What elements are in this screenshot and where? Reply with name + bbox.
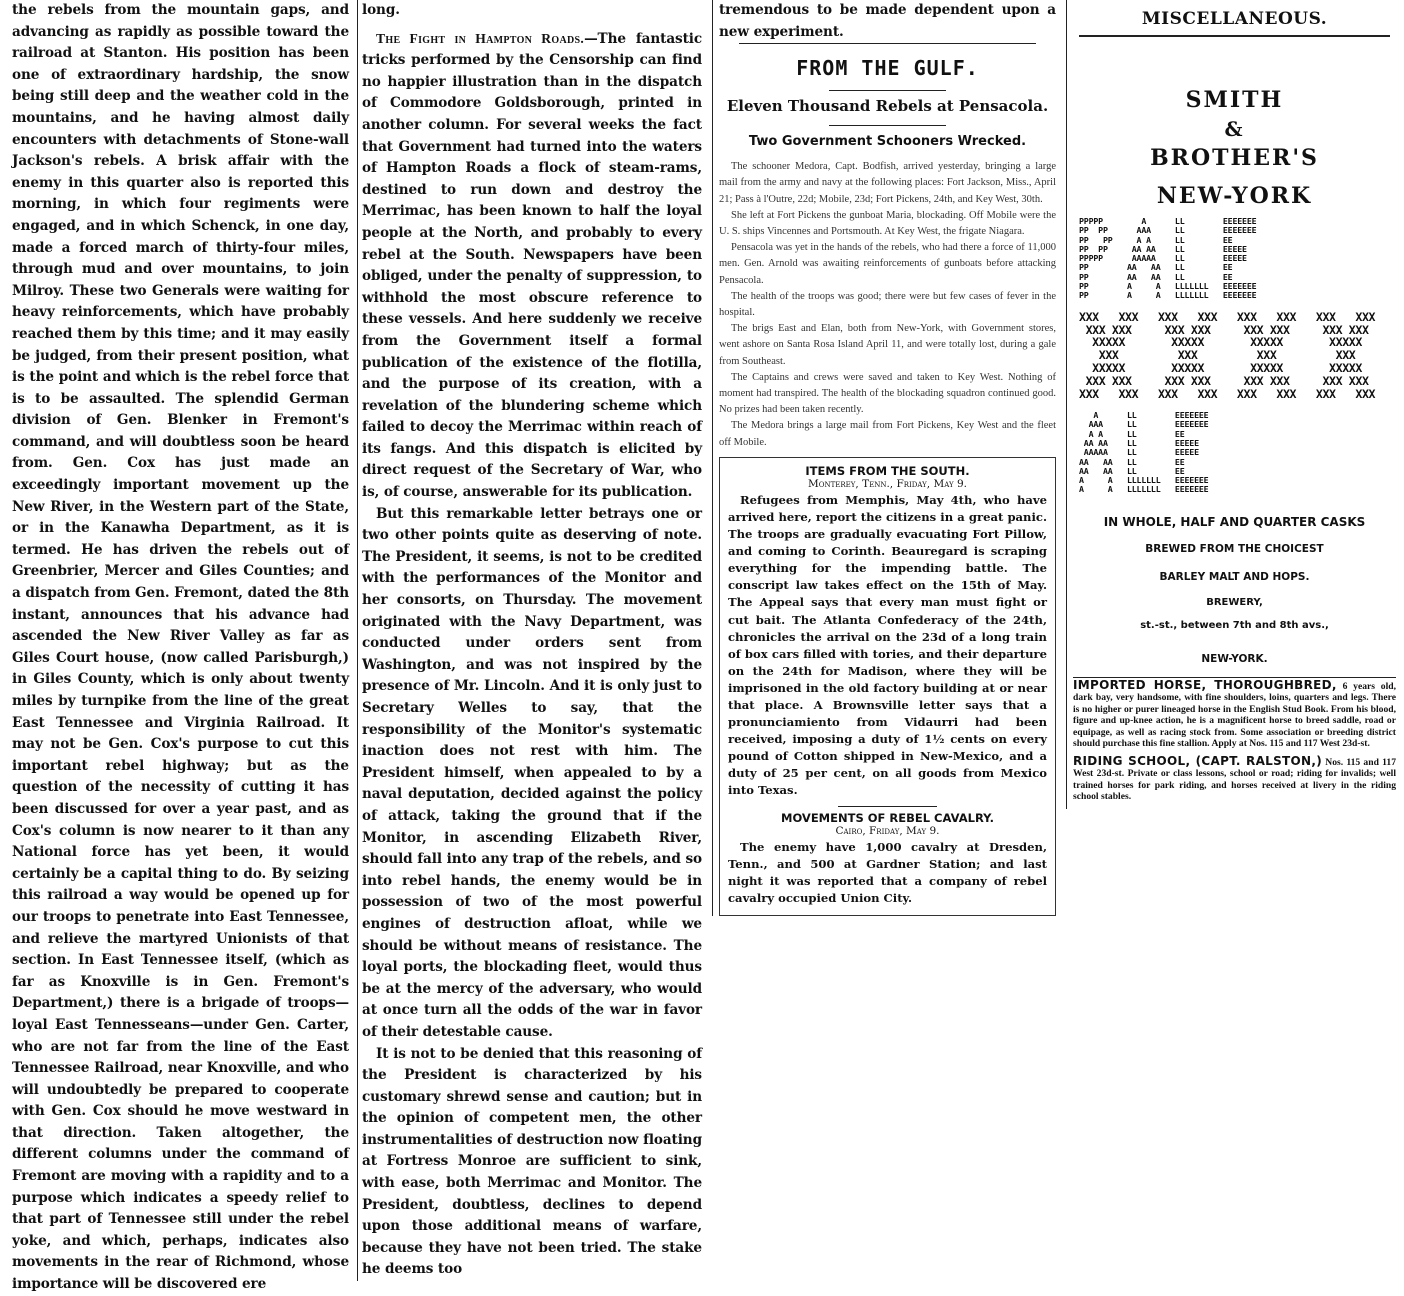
column-4	[1066, 0, 1402, 809]
classified-horse	[1073, 677, 1396, 750]
column-3-continued: tremendous to be made dependent upon a new experiment.	[719, 2, 1056, 40]
gulf-paragraph: Pensacola was yet in the hands of the rebels, who had there a force of 11,000 men. Gen. Arnold was awaiting reinforcements of gunboats before attacking Pensacola.	[719, 242, 1056, 286]
classified-horse-heading: IMPORTED HORSE, THOROUGHBRED,	[1073, 677, 1337, 692]
gulf-paragraph: The Captains and crews were saved and taken to Key West. Nothing of moment had transpired. The health of the blockading squadron continued good. No prizes had been taken recently.	[719, 371, 1056, 416]
cavalry-dateline: Cairo, Friday, May 9.	[835, 824, 940, 837]
divider	[838, 806, 937, 807]
hampton-roads-paragraph-3: It is not to be denied that this reasoning of the President is characterized by his customary shrewd sense and caution; but in the opinion of competent men, the other instrumentalities of destruction now floating at Fortress Monroe are sufficient to sink, with ease, both Merrimac and Monitor. The President, doubtless, declines to depend upon those additional means of warfare, because they have not been tried. The stake he deems too	[362, 1045, 702, 1278]
miscellaneous-heading: MISCELLANEOUS.	[1079, 0, 1390, 37]
hampton-roads-paragraph	[362, 28, 702, 504]
pale-letter-art: PPPPP A LL EEEEEEE PP PP AAA LL EEEEEEE PP PP A A LL EE PP PP AA AA LL EEEEE PPPPP AAAAA LL EEEEE PP AA AA LL EE PP AA AA LL EE PP A A LLLLLLL EEEEEEE PP A A LLLLLLL EEEEEEE	[1079, 216, 1257, 301]
classified-riding-heading: RIDING SCHOOL, (CAPT. RALSTON,)	[1073, 753, 1323, 768]
ad-title-newyork: NEW-YORK	[1156, 183, 1313, 209]
ale-letter-art: A LL EEEEEEE AAA LL EEEEEEE A A LL EE AA AA LL EEEEE AAAAA LL EEEEE AA AA LL EE AA AA LL EE A A LLLLLLL EEEEEEE A A LLLLLLL EEEEEEE	[1079, 410, 1209, 495]
ad-city-line: NEW-YORK.	[1201, 652, 1268, 665]
gulf-headline: FROM THE GULF.	[796, 56, 979, 81]
ad-title-brothers: BROTHER'S	[1150, 145, 1319, 171]
classified-riding	[1073, 753, 1396, 803]
items-dateline: Monterey, Tenn., Friday, May 9.	[808, 477, 967, 490]
column-1-text	[12, 0, 349, 1296]
ad-ampersand: &	[1224, 117, 1245, 141]
gulf-paragraph: The schooner Medora, Capt. Bodfish, arrived yesterday, bringing a large mail from the army and navy at the following places: Fort Jackson, Miss., April 21; Pass à l'Outre, 22d; Mobile, 23d; Fort Pickens, 24th, and Key West, 30th.	[719, 161, 1056, 205]
column-2-text	[362, 0, 702, 1281]
column-3-continued-text	[719, 0, 1056, 43]
ad-brewery-line: BREWERY,	[1206, 596, 1263, 608]
cavalry-paragraph: The enemy have 1,000 cavalry at Dresden, Tenn., and 500 at Gardner Station; and last night it was reported that a company of rebel cavalry occupied Union City.	[728, 839, 1047, 905]
column-2-continued: long.	[362, 2, 400, 18]
gulf-article-text	[719, 159, 1056, 451]
hampton-roads-text: —The fantastic tricks performed by the Censorship can find no happier illustration than in the dispatch of Commodore Goldsborough, printed in another column. For several weeks the fact that Government had turned into the waters of Hampton Roads a flock of steam-rams, destined to run down and destroy the Merrimac, has been known to half the loyal people at the North, and probably to every rebel at the South. Newspapers have been obliged, under the penalty of suppression, to withhold the most obscure reference to these vessels. And here suddenly we receive from the Government itself a formal publication of the existence of the flotilla, and the purpose of its creation, with a revelation of the blundering scheme which failed to decoy the Merrimac within reach of its fangs. And this dispatch is elicited by direct request of the Secretary of War, who is, of course, answerable for its publication.	[362, 30, 703, 501]
cavalry-title: MOVEMENTS OF REBEL CAVALRY.	[781, 810, 994, 825]
ad-title-smith: SMITH	[1185, 87, 1284, 113]
column-1	[4, 0, 351, 1296]
xxxx-letter-art: XXX XXX XXX XXX XXX XXX XXX XXX XXX XXX XXX XXX XXX XXX XXX XXX XXXXX XXXXX XXXXX XXXXX XXX XXX XXX XXX XXXXX XXXXX XXXXX XXXXX XXX XXX XXX XXX XXX XXX XXX XXX XXX XXX XXX XXX XXX XXX XXX XXX	[1079, 309, 1376, 402]
items-from-south-box	[719, 457, 1056, 916]
cavalry-text	[728, 839, 1047, 907]
ad-casks-line: IN WHOLE, HALF AND QUARTER CASKS	[1103, 514, 1366, 529]
gulf-paragraph: The health of the troops was good; there were but few cases of fever in the hospital.	[719, 290, 1056, 319]
items-text	[728, 492, 1047, 800]
hampton-roads-paragraph-2: But this remarkable letter betrays one or two other points quite as deserving of note. The President, it seems, is not to be credited with the performances of the Monitor and her consorts, on Thursday. The movement originated with the Navy Department, was conducted under orders sent from Washington, and was not inspired by the presence of Mr. Lincoln. And it is only just to Secretary Welles to say, that the responsibility of the Monitor's systematic inaction does not rest with him. The President himself, when appealed to by a naval deputation, decided against the policy of attack, taking the ground that if the Monitor, in ascending Elizabeth River, should fall into any trap of the rebels, and so into rebel hands, the enemy would be in possession of two of the most powerful engines of destruction afloat, while we should be without means of resistance. The loyal ports, the blockading fleet, would thus be at the mercy of the adversary, who would at once turn all the odds of the war in favor of their detestable cause.	[362, 505, 702, 1040]
gulf-subheadline-2: Two Government Schooners Wrecked.	[748, 134, 1027, 150]
gulf-paragraph: She left at Fort Pickens the gunboat Maria, blockading. Off Mobile were the U. S. ships Vincennes and Portsmouth. At Key West, the frigate Niagara.	[719, 209, 1056, 237]
items-paragraph: Refugees from Memphis, May 4th, who have arrived here, report the citizens in a great panic. The troops are gradually evacuating Fort Pillow, and coming to Corinth. Beauregard is scraping everything for the impending battle. The conscript law takes effect on the 15th of May. The Appeal says that every man must fight or cut bait. The Atlanta Confederacy of the 24th, chronicles the arrival on the 23d of a long train of box cars filled with tories, and their departure on the 24th for Madison, where they will be imprisoned in the old factory building at or near that place. A Brownsville letter says that a pronunciamiento from Vidaurri had been received, imposing a duty of 1½ cents on every pound of Cotton shipped in New-Mexico, and a duty of 25 per cent, on all goods from Mexico into Texas.	[728, 492, 1047, 798]
hampton-roads-lede: The Fight in Hampton Roads.	[376, 30, 585, 46]
ad-brewed-line: BREWED FROM THE CHOICEST	[1145, 542, 1324, 555]
gulf-paragraph: The brigs East and Elan, both from New-York, with Government stores, went ashore on Santa Rosa Island April 11, and were totally lost, during a gale from Southeast.	[719, 323, 1056, 367]
classified-riding-body: Nos. 115 and 117 West 23d-st. Private or class lessons, school or road; riding for invalids; well trained horses for park riding, and horses received at livery in the riding school stables.	[1073, 756, 1396, 803]
ad-address-line: st.-st., between 7th and 8th avs.,	[1140, 619, 1329, 631]
ad-malt-line: BARLEY MALT AND HOPS.	[1159, 570, 1310, 583]
classified-ads	[1073, 677, 1396, 803]
items-title: ITEMS FROM THE SOUTH.	[805, 463, 970, 478]
gulf-paragraph: The Medora brings a large mail from Fort Pickens, Key West and the fleet off Mobile.	[719, 420, 1056, 448]
column-1-paragraph: the rebels from the mountain gaps, and advancing as rapidly as possible toward the railroad at Stanton. His position has been one of extraordinary hardship, the snow being still deep and the weather cold in the mountains, and he having almost daily encounters with detachments of Stone-wall Jackson's rebels. A brisk affair with the enemy in this quarter also is reported this morning, in which four regiments were engaged, and in which Schenck, in one day, made a forced march of thirty-four miles, through mud and over mountains, to join Milroy. These two Generals were waiting for heavy reinforcements, which have probably reached them by this time; and it may easily be judged, from their present position, what is the point and which is the rebel force that is to be assaulted. The splendid German division of Gen. Blenker in Fremont's command, and will doubtless soon be heard from. Gen. Cox has just made an exceedingly important movement up the New River, in the Western part of the State, or in the Kanawha Department, as it is termed. He has driven the rebels out of Greenbrier, Mercer and Giles Counties; and a dispatch from Gen. Fremont, dated the 8th instant, announces that his advance had ascended the New River Valley as far as Giles Court house, (now called Parisburgh,) in Giles County, which is only about twenty miles by turnpike from the line of the great East Tennessee and Virginia Railroad. It may not be Gen. Cox's purpose to cut this important rebel highway; but as the question of the necessity of cutting it has been discussed for over a year past, and as Cox's column is now nearer to it than any National force has yet been, it would certainly be a capital thing to do. By seizing this railroad a way would be opened up for our troops to penetrate into East Tennessee, and relieve the martyred Unionists of that section. In East Tennessee itself, (which as far as Knoxville is in Gen. Fremont's Department,) there is a brigade of troops—loyal East Tennesseans—under Gen. Carter, who are not far from the line of the East Tennessee Railroad, near Knoxville, and who will undoubtedly be prepared to cooperate with Gen. Cox should he move westward in that direction. Taken altogether, the different columns under the command of Fremont are moving with a rapidity and to a purpose which indicates a speedy relief to that part of Tennessee still under the rebel yoke, and which, perhaps, indicates also movements in the rear of Richmond, whose importance will be discovered ere	[12, 2, 349, 1293]
classified-horse-body: 6 years old, dark bay, very handsome, with fine shoulders, loins, quarters and legs. There is no higher or purer lineaged horse in the English Stud Book. From his blood, figure and up-knee action, he is a magnificent horse to breed saddle, road or equipage, as well as racing stock from. Some association or breeding district should purchase this fine stallion. Apply at Nos. 115 and 117 West 23d-st.	[1073, 680, 1396, 750]
column-3	[712, 0, 1062, 916]
gulf-subheadline: Eleven Thousand Rebels at Pensacola.	[726, 97, 1049, 116]
column-2	[357, 0, 706, 1281]
